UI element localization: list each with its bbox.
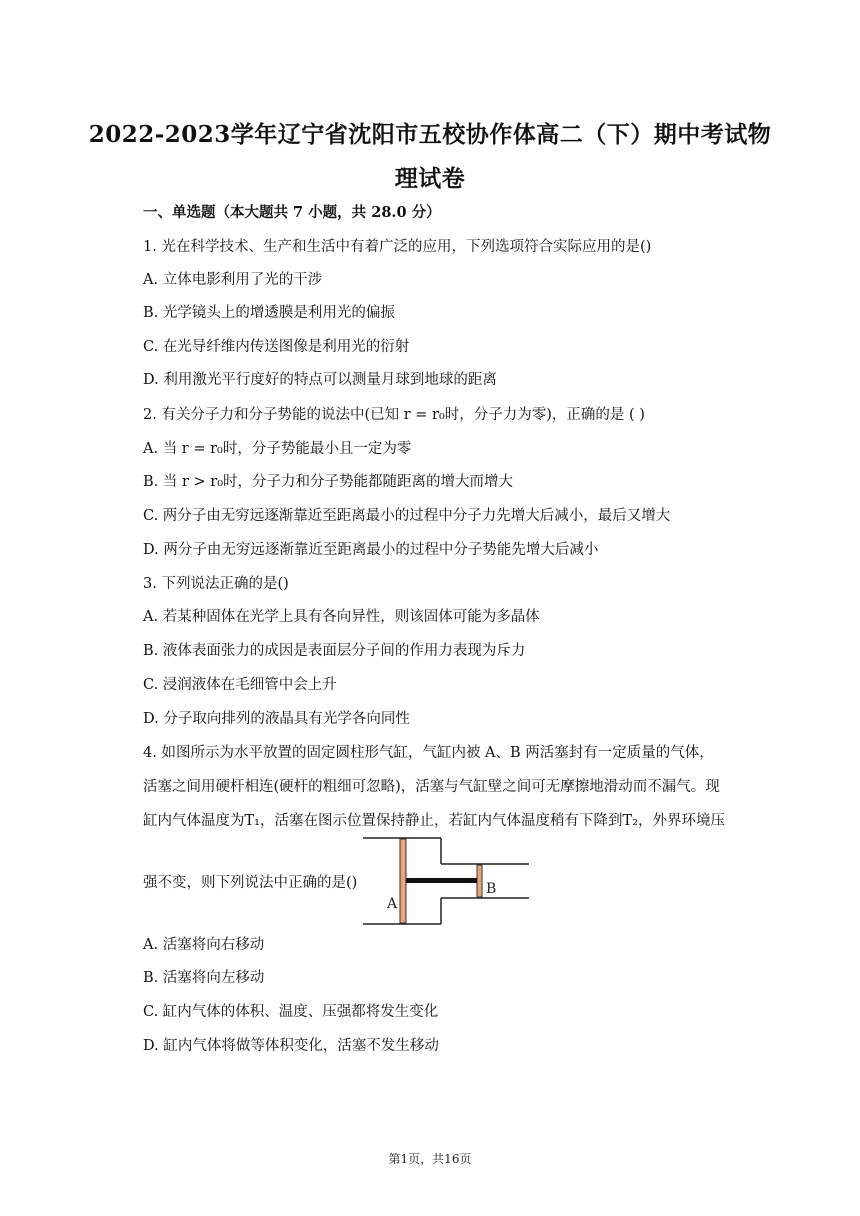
question-1-stem: 1. 光在科学技术、生产和生活中有着广泛的应用，下列选项符合实际应用的是() <box>143 239 652 255</box>
question-4-stem-line1: 4. 如图所示为水平放置的固定圆柱形气缸，气缸内被 A、B 两活塞封有一定质量的气体， <box>143 745 714 761</box>
question-4-stem-line4: 强不变，则下列说法中正确的是() <box>143 875 358 891</box>
question-2-option-b: B. 当 r > r₀时，分子力和分子势能都随距离的增大而增大 <box>143 474 514 490</box>
question-3-stem: 3. 下列说法正确的是() <box>143 576 289 592</box>
question-1-option-b: B. 光学镜头上的增透膜是利用光的偏振 <box>143 305 395 321</box>
question-1-option-d: D. 利用激光平行度好的特点可以测量月球到地球的距离 <box>143 372 497 388</box>
label-a: A <box>387 896 398 912</box>
question-1-option-c: C. 在光导纤维内传送图像是利用光的衍射 <box>143 339 410 355</box>
page-footer: 第1页，共16页 <box>388 1152 472 1166</box>
question-2-option-a: A. 当 r = r₀时，分子势能最小且一定为零 <box>143 441 412 457</box>
question-4-option-d: D. 缸内气体将做等体积变化，活塞不发生移动 <box>143 1038 439 1054</box>
question-4-stem-line2: 活塞之间用硬杆相连(硬杆的粗细可忽略)，活塞与气缸壁之间可无摩擦地滑动而不漏气。现 <box>143 779 720 795</box>
piston-b <box>477 865 482 897</box>
question-3-option-d: D. 分子取向排列的液晶具有光学各向同性 <box>143 711 410 727</box>
cylinder-piston-figure <box>363 836 533 926</box>
question-4-option-c: C. 缸内气体的体积、温度、压强都将发生变化 <box>143 1004 439 1020</box>
question-2-option-c: C. 两分子由无穷远逐渐靠近至距离最小的过程中分子力先增大后减小，最后又增大 <box>143 508 671 524</box>
question-4-stem-line3: 缸内气体温度为T₁，活塞在图示位置保持静止，若缸内气体温度稍有下降到T₂，外界环境压 <box>143 813 725 829</box>
question-3-option-c: C. 浸润液体在毛细管中会上升 <box>143 677 337 693</box>
document-title-line1: 2022-2023学年辽宁省沈阳市五校协作体高二（下）期中考试物 <box>88 121 772 148</box>
question-3-option-b: B. 液体表面张力的成因是表面层分子间的作用力表现为斥力 <box>143 643 526 659</box>
document-title-line2: 理试卷 <box>394 165 466 192</box>
connecting-rod <box>406 878 477 883</box>
piston-a <box>400 839 406 923</box>
question-4-option-a: A. 活塞将向右移动 <box>143 937 265 953</box>
section-heading: 一、单选题（本大题共 7 小题，共 28.0 分） <box>143 204 441 221</box>
label-b: B <box>486 881 497 897</box>
question-1-option-a: A. 立体电影利用了光的干涉 <box>143 272 323 288</box>
question-2-option-d: D. 两分子由无穷远逐渐靠近至距离最小的过程中分子势能先增大后减小 <box>143 542 599 558</box>
question-3-option-a: A. 若某种固体在光学上具有各向异性，则该固体可能为多晶体 <box>143 609 540 625</box>
question-4-option-b: B. 活塞将向左移动 <box>143 970 265 986</box>
question-2-stem: 2. 有关分子力和分子势能的说法中(已知 r = r₀时，分子力为零)，正确的是 ( ) <box>143 407 645 423</box>
